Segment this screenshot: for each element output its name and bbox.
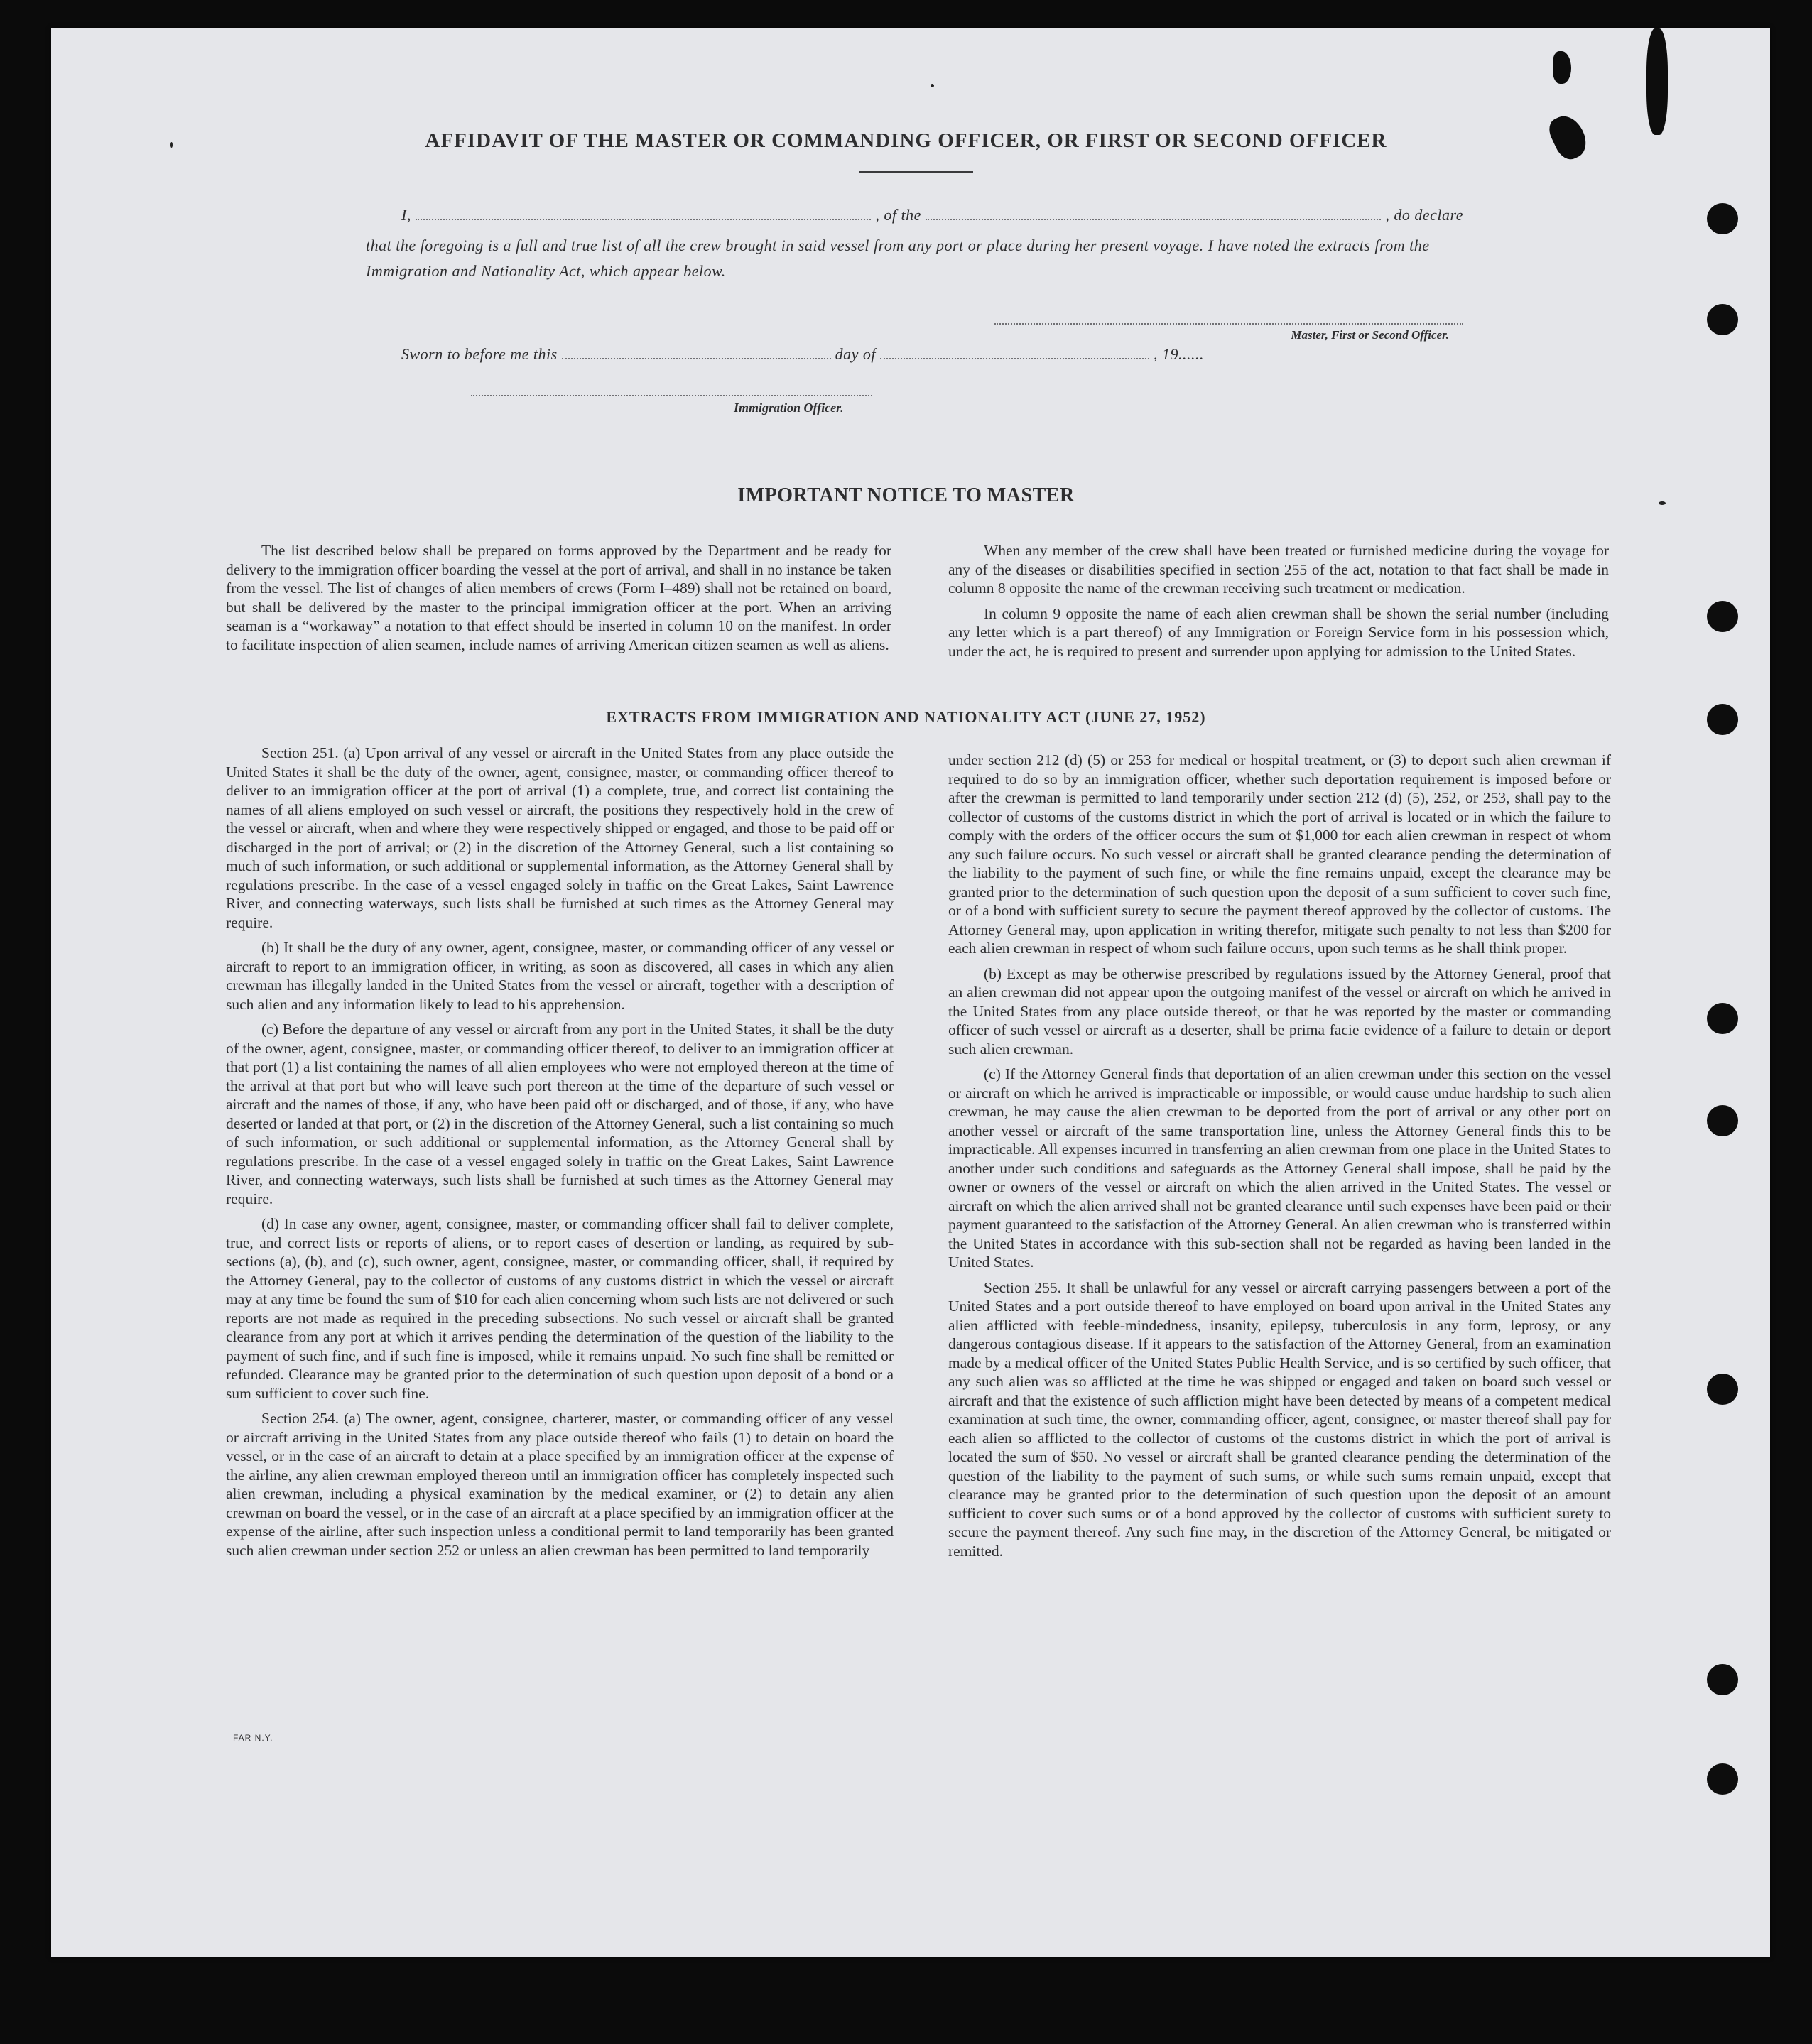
punch-hole xyxy=(1707,1105,1738,1136)
punch-hole xyxy=(1707,601,1738,632)
punch-hole xyxy=(1707,1763,1738,1795)
extract-paragraph: (b) Except as may be otherwise prescribed by regulations issued by the Attorney General, proof that an alien crewman did not appear upon the outgoing manifest of the vessel or aircraft on which he arrived in the United States from any place outside thereof, or that he was reported by the master or commanding officer of such vessel or aircraft as a deserter, shall be prima facie evidence of a failure to detain or deport such alien crewman. xyxy=(948,964,1611,1058)
extract-paragraph: (c) Before the departure of any vessel or aircraft from any port in the United States, it shall be the duty of the owner, agent, consignee, master, or commanding officer thereof, to deliver to an immigration officer at that port (1) a list containing the names of all alien employees who were not employed thereon at the time of the arrival at that port but who will leave such port thereon at the time of the departure of such vessel or aircraft and the names of those, if any, who have been paid off or discharged, and of those, if any, who have deserted or landed at that port, or (2) in the discretion of the Attorney General, such a list containing so much of such information, or such additional or supplemental information, as the Attorney General shall by regulations prescribe. In the case of a vessel engaged solely in traffic on the Great Lakes, Saint Lawrence River, and connecting waterways, such lists shall be furnished at such times as the Attorney General may require. xyxy=(226,1021,894,1207)
year-label: , 19...... xyxy=(1154,345,1205,363)
sworn-label: Sworn to before me this xyxy=(401,345,558,363)
extract-paragraph: (d) In case any owner, agent, consignee, master, or commanding officer shall fail to deliver complete, true, and correct lists or reports of aliens, or to report cases of desertion or landing, as required by sub-sections (a), (b), and (c), such owner, agent, consignee, master, or commanding officer, shall, if required by the Attorney General, pay to the collector of customs of any customs district in which the vessel or aircraft may at any time be found the sum of $10 for each alien concerning whom such lists are not delivered or such reports are not made as required in the preceding subsections. No such vessel or aircraft shall be granted clearance from any port at which it arrives pending the determination of the question of the liability to the payment of such fine, and if such fine is imposed, while it remains unpaid. No such fine shall be remitted or refunded. Clearance may be granted prior to the determination of such question upon deposit of a bond or a sum sufficient to cover such fine. xyxy=(226,1215,894,1402)
printer-mark: FAR N.Y. xyxy=(233,1733,273,1743)
notice-paragraph: In column 9 opposite the name of each alien crewman shall be shown the serial number (including any letter which is a part thereof) of any Immigration or Foreign Service form in his possession which, under the act, he is required to present and surrender upon applying for admission to the United States. xyxy=(948,604,1609,660)
affidavit-title: AFFIDAVIT OF THE MASTER OR COMMANDING OFFICER, OR FIRST OR SECOND OFFICER xyxy=(425,129,1387,152)
do-declare-label: , do declare xyxy=(1385,206,1464,224)
title-rule xyxy=(859,171,973,173)
declarant-prefix: I, xyxy=(401,206,411,224)
master-signature-field[interactable] xyxy=(994,323,1463,325)
punch-hole xyxy=(1707,1664,1738,1695)
punch-hole xyxy=(1707,1003,1738,1034)
extracts-title: EXTRACTS FROM IMMIGRATION AND NATIONALITY ACT (JUNE 27, 1952) xyxy=(606,708,1206,726)
extracts-right-column xyxy=(948,751,1611,1567)
notice-right-column xyxy=(948,541,1609,667)
notice-paragraph: When any member of the crew shall have been treated or furnished medicine during the voyage for any of the diseases or disabilities specified in section 255 of the act, notation to that fact shall be made in column 8 opposite the name of the crewman receiving such treatment or medication. xyxy=(948,542,1609,597)
declarant-line xyxy=(401,206,1463,224)
extracts-left-column xyxy=(226,744,894,1566)
extract-paragraph: Section 255. It shall be unlawful for any vessel or aircraft carrying passengers between a port of the United States and a port outside thereof to have employed on board upon arrival in the United States any alien afflicted with feeble-mindedness, insanity, epilepsy, tuberculosis in any form, leprosy, or any dangerous contagious disease. If it appears to the satisfaction of the Attorney General, from an examination made by a medical officer of the United States Public Health Service, and is so certified by such officer, that any such alien was so afflicted at the time he was shipped or engaged and taken on board such vessel or aircraft and that the existence of such affliction might have been detected by means of a competent medical examination at such time, the owner, commanding officer, agent, consignee, or master thereof shall pay for each alien so afflicted to the collector of customs of the customs district in which the port of arrival is located the sum of $50. No vessel or aircraft shall be granted clearance pending the determination of the question of the liability to the payment of such sums, or while such sums remain unpaid, except that clearance may be granted prior to the determination of such question upon the deposit of an amount sufficient to cover such sums or of a bond approved by the collector of customs with sufficient surety to secure the payment thereof. Any such fine may, in the discretion of the Attorney General, be mitigated or remitted. xyxy=(948,1278,1611,1560)
punch-hole xyxy=(1707,203,1738,234)
notice-title: IMPORTANT NOTICE TO MASTER xyxy=(737,484,1075,506)
extract-paragraph: under section 212 (d) (5) or 253 for medical or hospital treatment, or (3) to deport such alien crewman if required to do so by an immigration officer, whether such deportation requirement is imposed before or after the crewman is permitted to land temporarily under section 212 (d) (5), 252, or 253, shall pay to the collector of customs of the customs district in which the port of arrival is located or in which the failure to comply with the orders of the officer occurs the sum of $1,000 for each alien crewman in respect of whom any such failure occurs. No such vessel or aircraft shall be granted clearance pending the determination of the liability to the payment of such fine, or while the fine remains unpaid, except the clearance may be granted prior to the determination of such question upon the deposit of a sum sufficient to cover such fine, or of a bond with sufficient surety to secure the payment thereof approved by the collector of customs. The Attorney General may, upon application in writing therefor, mitigate such penalty to not less than $200 for each alien crewman in respect of whom such failure occurs, upon such terms as he shall think proper. xyxy=(948,751,1611,957)
sworn-line xyxy=(401,345,1204,364)
ink-blot xyxy=(1646,28,1668,135)
immigration-officer-caption: Immigration Officer. xyxy=(734,401,844,415)
extract-paragraph: (c) If the Attorney General finds that deportation of an alien crewman under this section on the vessel or aircraft on which he arrived is impracticable or impossible, or would cause undue hardship to such alien crewman, he may cause the alien crewman to be deported from the port of arrival or any other port on another vessel or aircraft of the same transportation line, unless the Attorney General finds this to be impracticable. All expenses incurred in transferring an alien crewman from one place in the United States to another under such conditions and safeguards as the Attorney General shall impose, shall be paid by the owner or owners of the vessel or aircraft on which the alien arrived in the United States. The vessel or aircraft on which the alien arrived shall not be granted clearance until such expenses have been paid or their payment guaranteed to the satisfaction of the Attorney General. An alien crewman who is transferred within the United States in accordance with this sub-section shall not be regarded as having been landed in the United States. xyxy=(948,1065,1611,1271)
day-of-label: day of xyxy=(835,345,877,363)
extract-paragraph: Section 254. (a) The owner, agent, consignee, charterer, master, or commanding officer of any vessel or aircraft arriving in the United States from any place outside thereof who fails (1) to detain on board the vessel, or in the case of an aircraft to detain at a place specified by an immigration officer at the expense of the airline, any alien crewman employed thereon until an immigration officer has completely inspected such alien crewman, including a physical examination by the medical examiner, or (2) to detain any alien crewman on board the vessel, or in the case of an aircraft at a place specified by an immigration officer at the expense of the airline, after such inspection unless a conditional permit to land temporarily has been granted such alien crewman under section 252 or unless an alien crewman has been permitted to land temporarily xyxy=(226,1410,894,1559)
master-signature-caption: Master, First or Second Officer. xyxy=(1291,328,1449,342)
vessel-name-field[interactable] xyxy=(926,219,1382,220)
punch-hole xyxy=(1707,1374,1738,1405)
sworn-month-field[interactable] xyxy=(880,358,1149,359)
affidavit-statement: that the foregoing is a full and true list of all the crew brought in said vessel from any port or place during her present voyage. I have noted the extracts from the Immigration and Nationality Act, which appear below. xyxy=(366,237,1430,280)
of-the-label: , of the xyxy=(875,206,921,224)
scan-speck xyxy=(931,84,934,87)
extract-paragraph: Section 251. (a) Upon arrival of any vessel or aircraft in the United States from any place outside the United States it shall be the duty of the owner, agent, consignee, master, or commanding officer thereof to deliver to an immigration officer at the port of arrival (1) a complete, true, and correct list containing the names of all aliens employed on such vessel or aircraft, the positions they respectively hold in the crew of the vessel or aircraft, when and where they were respectively shipped or engaged, and those to be paid off or discharged in the port of arrival; or (2) in the discretion of the Attorney General, such a list containing so much of such information, or such additional or supplemental information, as the Attorney General shall by regulations prescribe. In the case of a vessel engaged solely in traffic on the Great Lakes, Saint Lawrence River, and connecting waterways, such lists shall be furnished at such times as the Attorney General may require. xyxy=(226,744,894,931)
punch-hole xyxy=(1707,304,1738,335)
ink-blot xyxy=(1553,51,1571,84)
notice-paragraph: The list described below shall be prepared on forms approved by the Department and be ready for delivery to the immigration officer boarding the vessel at the port of arrival, and shall in no instance be taken from the vessel. The list of changes of alien members of crews (Form I–489) shall not be retained on board, but shall be delivered by the master to the principal immigration officer at the port. When an arriving seaman is a “workaway” a notation to that effect should be inserted in column 10 on the manifest. In order to facilitate inspection of alien seamen, include names of arriving American citizen seamen as well as aliens. xyxy=(226,542,891,653)
extract-paragraph: (b) It shall be the duty of any owner, agent, consignee, master, or commanding officer of any vessel or aircraft to report to an immigration officer, in writing, as soon as discovered, all cases in which any alien crewman has illegally landed in the United States from the vessel or aircraft, together with a description of such alien and any information likely to lead to his apprehension. xyxy=(226,939,894,1013)
notice-left-column xyxy=(226,541,891,661)
sworn-day-field[interactable] xyxy=(562,358,831,359)
immigration-officer-signature-field[interactable] xyxy=(471,395,872,396)
declarant-name-field[interactable] xyxy=(416,219,872,220)
